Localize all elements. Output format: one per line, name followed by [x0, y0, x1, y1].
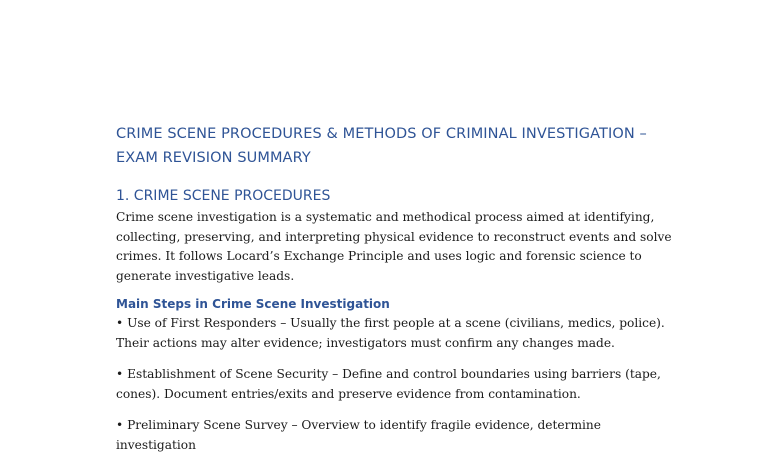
bullet-first-responders: • Use of First Responders – Usually the first people at a scene (civilians, medics, police). Their actions may alter evidence; investigators must confirm any changes made. [116, 316, 665, 350]
document-title-line-2: EXAM REVISION SUMMARY [116, 150, 311, 166]
bullet-preliminary-survey: • Preliminary Scene Survey – Overview to identify fragile evidence, determine investigation [116, 418, 601, 452]
document-title-line-1: CRIME SCENE PROCEDURES & METHODS OF CRIMINAL INVESTIGATION – [116, 126, 647, 142]
subheading-main-steps: Main Steps in Crime Scene Investigation [116, 297, 390, 311]
section-heading-crime-scene-procedures: 1. CRIME SCENE PROCEDURES [116, 188, 331, 204]
bullet-scene-security: • Establishment of Scene Security – Define and control boundaries using barriers (tape, cones). Document entries/exits and preserve evidence from contamination. [116, 367, 661, 401]
document-content [116, 122, 676, 467]
section-intro-paragraph: Crime scene investigation is a systematic and methodical process aimed at identifying, collecting, preserving, and interpreting physical evidence to reconstruct events and solve crimes. It follows Locard’s Exchange Principle and uses logic and forensic science to generate investigative leads. [116, 210, 672, 283]
document-title [116, 122, 676, 170]
